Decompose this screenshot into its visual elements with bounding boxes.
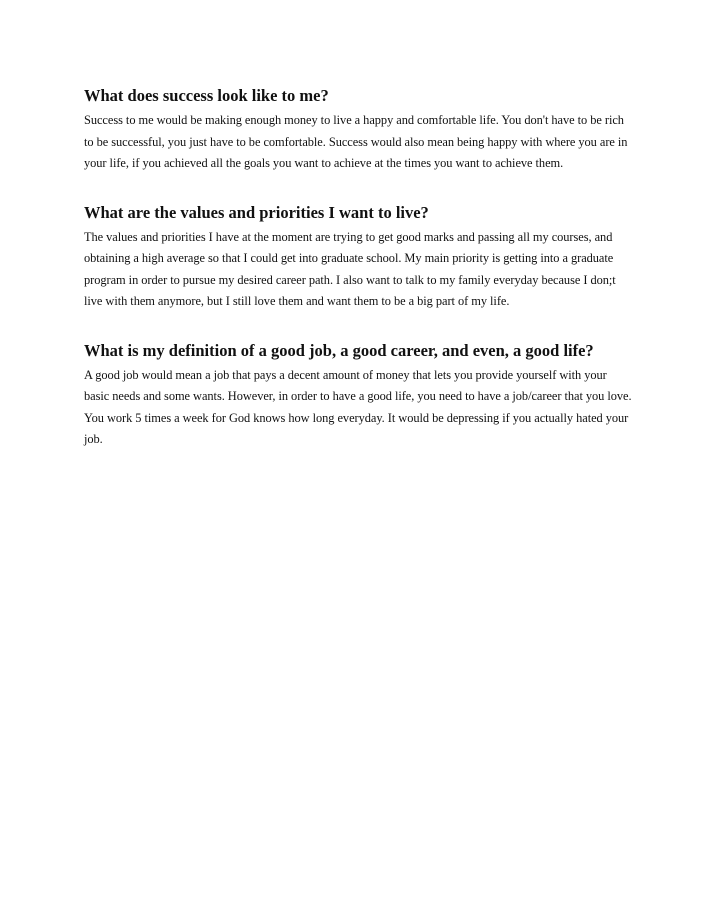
values-section xyxy=(84,202,632,313)
section-heading: What are the values and priorities I want to live? xyxy=(84,202,429,222)
section-heading: What does success look like to me? xyxy=(84,86,329,105)
section-body: Success to me would be making enough money to live a happy and comfortable life. You don't have to be rich to be successful, you just have to be comfortable. Success would also mean being happy with where you are in your life, if you achieved all the goals you want to achieve at the times you want to achieve them. xyxy=(84,113,628,170)
document-page xyxy=(84,85,632,478)
section-heading: What is my definition of a good job, a good career, and even, a good life? xyxy=(84,340,594,360)
section-body: The values and priorities I have at the moment are trying to get good marks and passing all my courses, and obtaining a high average so that I could get into graduate school. My main priority is getting into a graduate program in order to pursue my desired career path. I also want to talk to my family everyday because I don;t live with them anymore, but I still love them and want them to be a big part of my life. xyxy=(84,229,616,308)
success-section xyxy=(84,85,632,175)
section-body: A good job would mean a job that pays a decent amount of money that lets you provide yourself with your basic needs and some wants. However, in order to have a good life, you need to have a job/career that you love. You work 5 times a week for God knows how long everyday. It would be depressing if you actually hated your job. xyxy=(84,367,632,446)
good-job-section xyxy=(84,340,632,451)
